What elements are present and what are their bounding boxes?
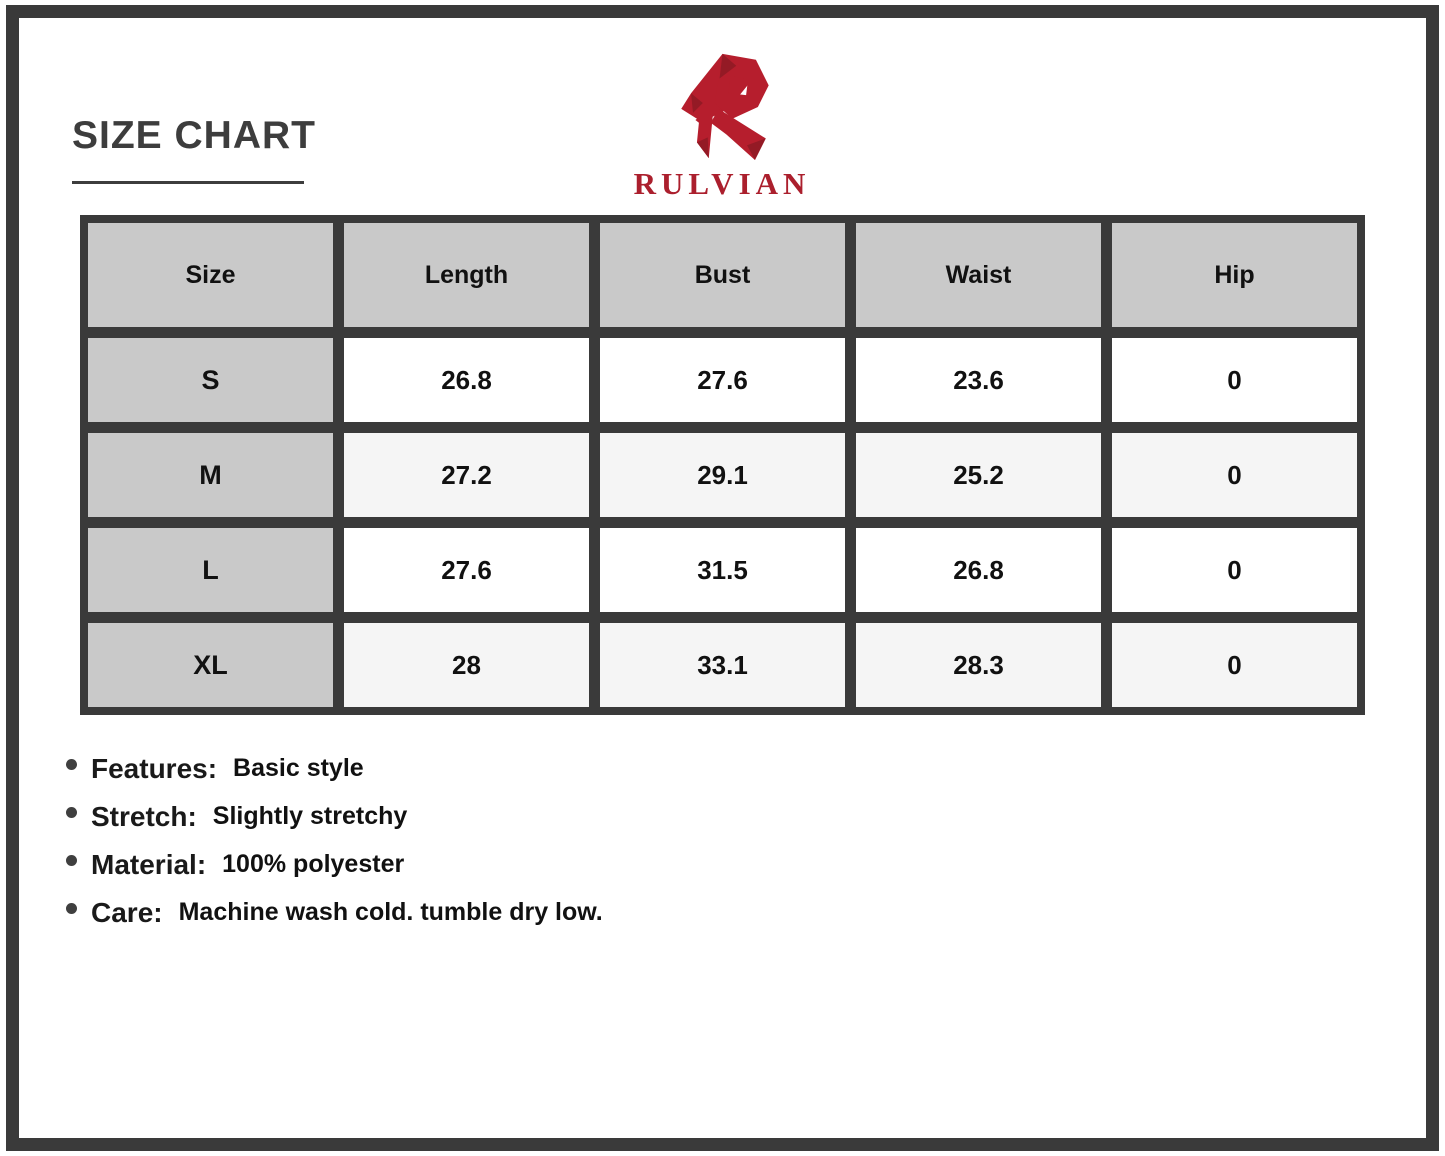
note-material-label: Material:	[91, 848, 207, 880]
note-material	[66, 848, 603, 881]
row-xl-bust: 33.1	[600, 623, 845, 707]
bullet-icon	[66, 759, 77, 770]
row-m-size-label: M	[88, 433, 333, 517]
bullet-icon	[66, 855, 77, 866]
note-features-label: Features:	[91, 752, 218, 784]
table-header-bust: Bust	[600, 223, 845, 327]
title-block	[72, 116, 316, 184]
table-header-hip: Hip	[1112, 223, 1357, 327]
row-m-waist: 25.2	[856, 433, 1101, 517]
row-l-bust: 31.5	[600, 528, 845, 612]
table-header-length: Length	[344, 223, 589, 327]
bullet-icon	[66, 807, 77, 818]
row-m-length: 27.2	[344, 433, 589, 517]
note-care-value: Machine wash cold. tumble dry low.	[178, 898, 603, 926]
row-l-waist: 26.8	[856, 528, 1101, 612]
brand-logo	[597, 48, 847, 202]
row-l-hip: 0	[1112, 528, 1357, 612]
row-s-hip: 0	[1112, 338, 1357, 422]
row-xl-hip: 0	[1112, 623, 1357, 707]
row-m-bust: 29.1	[600, 433, 845, 517]
angular-r-logo-icon	[660, 48, 785, 162]
note-care-label: Care:	[91, 896, 163, 928]
row-m-hip: 0	[1112, 433, 1357, 517]
note-stretch-value: Slightly stretchy	[212, 802, 408, 830]
title-underline	[72, 181, 304, 184]
product-notes	[66, 752, 603, 944]
row-s-size-label: S	[88, 338, 333, 422]
row-s-bust: 27.6	[600, 338, 845, 422]
note-material-value: 100% polyester	[222, 850, 405, 878]
row-s-waist: 23.6	[856, 338, 1101, 422]
row-s-length: 26.8	[344, 338, 589, 422]
bullet-icon	[66, 903, 77, 914]
row-l-length: 27.6	[344, 528, 589, 612]
page-title: SIZE CHART	[72, 114, 316, 157]
row-xl-size-label: XL	[88, 623, 333, 707]
note-stretch	[66, 800, 603, 833]
row-l-size-label: L	[88, 528, 333, 612]
row-xl-waist: 28.3	[856, 623, 1101, 707]
note-features-value: Basic style	[233, 754, 364, 782]
table-header-size: Size	[88, 223, 333, 327]
brand-name: RULVIAN	[633, 166, 811, 201]
row-xl-length: 28	[344, 623, 589, 707]
note-care	[66, 896, 603, 929]
size-table	[80, 215, 1365, 715]
note-stretch-label: Stretch:	[91, 800, 197, 832]
table-header-waist: Waist	[856, 223, 1101, 327]
note-features	[66, 752, 603, 785]
